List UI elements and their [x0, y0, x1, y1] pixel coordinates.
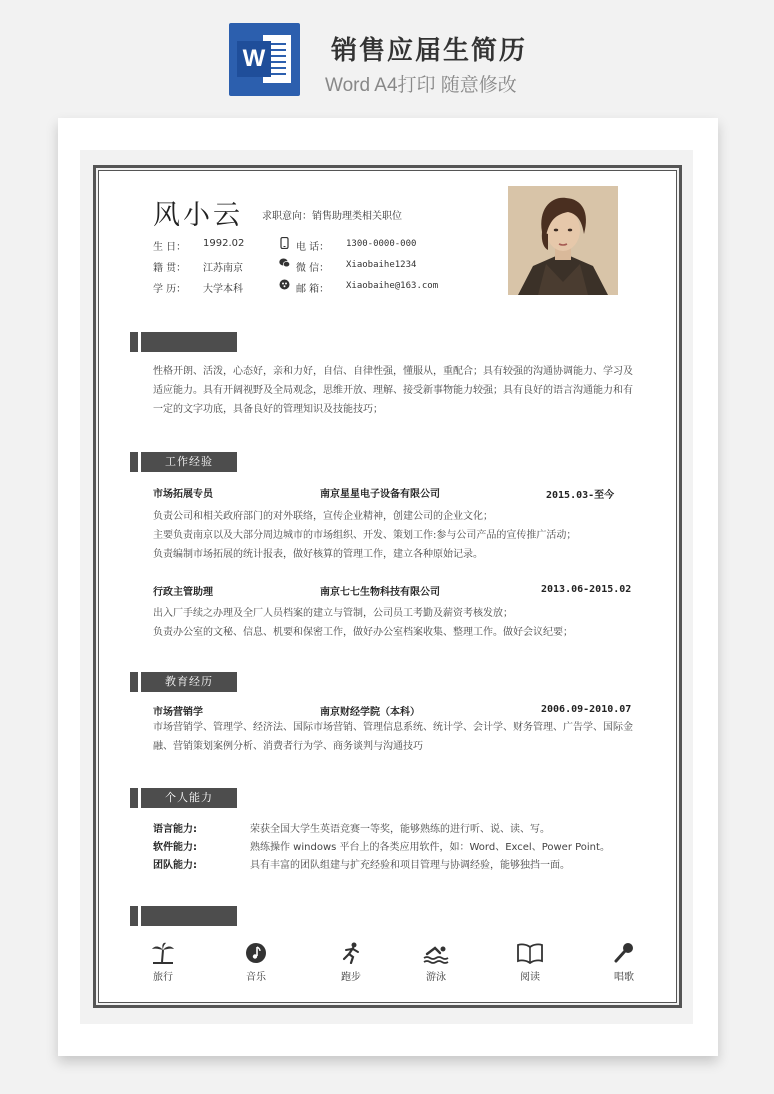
skill-2-label: 软件能力:	[153, 842, 197, 853]
job-intent: 求职意向：销售助理类相关职位	[262, 211, 402, 222]
birth-label: 生 日：	[153, 242, 187, 253]
hobby-travel-label: 旅行	[153, 972, 173, 983]
hobby-travel	[143, 942, 183, 983]
portrait-image	[508, 186, 618, 295]
job-2-duty-2: 负责办公室的文秘、信息、机要和保密工作，做好办公室档案收集、整理工作。做好会议纪要；	[153, 627, 573, 638]
word-logo-icon	[229, 23, 300, 96]
skill-3-label: 团队能力:	[153, 860, 197, 871]
skill-3-text: 具有丰富的团队组建与扩充经验和项目管理与协调经验，能够独挡一面。	[250, 860, 570, 871]
work-section-header: 工作经验	[141, 452, 237, 472]
wechat-icon	[279, 258, 290, 268]
microphone-icon	[613, 942, 635, 964]
wechat-value: Xiaobaihe1234	[346, 260, 417, 270]
summary-section-header	[141, 332, 237, 352]
skills-section-marker	[130, 788, 138, 808]
candidate-name: 风小云	[153, 200, 243, 231]
palm-tree-icon	[151, 942, 175, 964]
hobby-music-label: 音乐	[246, 972, 266, 983]
education-period: 2006.09-2010.07	[541, 704, 632, 715]
page-subtitle: Word A4打印 随意修改	[325, 75, 517, 96]
education-label: 学 历：	[153, 284, 187, 295]
job-2-period: 2013.06-2015.02	[541, 584, 632, 595]
skill-2-text: 熟练操作 windows 平台上的各类应用软件，如：Word、Excel、Power Point。	[250, 842, 610, 853]
phone-icon	[280, 237, 289, 249]
origin-value: 江苏南京	[203, 263, 243, 274]
logo-letter: W	[237, 41, 271, 77]
hobby-singing-label: 唱歌	[614, 972, 634, 983]
work-section-marker	[130, 452, 138, 472]
education-value: 大学本科	[203, 284, 243, 295]
music-disc-icon	[245, 942, 267, 964]
job-1-duty-1: 负责公司和相关政府部门的对外联络，宣传企业精神，创建公司的企业文化；	[153, 511, 493, 522]
summary-section-marker	[130, 332, 138, 352]
birth-value: 1992.02	[203, 238, 245, 249]
hobbies-section-header	[141, 906, 237, 926]
email-icon	[279, 279, 290, 290]
skill-1-label: 语言能力:	[153, 824, 197, 835]
job-2-company: 南京七七生物科技有限公司	[320, 587, 440, 598]
job-2-duty-1: 出入厂手续之办理及全厂人员档案的建立与管制，公司员工考勤及薪资考核发放；	[153, 608, 513, 619]
phone-value: 1300-0000-000	[346, 239, 417, 249]
job-1-title: 市场拓展专员	[153, 489, 213, 500]
hobbies-section-marker	[130, 906, 138, 926]
job-1-duty-2: 主要负责南京以及大部分周边城市的市场组织、开发、策划工作:参与公司产品的宣传推广活动；	[153, 530, 577, 541]
phone-label: 电 话：	[296, 242, 330, 253]
summary-text: 性格开朗、活泼，心态好，亲和力好，自信、自律性强，懂服从，重配合；具有较强的沟通协调能力、学习及适应能力。具有开阔视野及全局观念，思维开放、理解、接受新事物能力较强；具有良好的语言沟通能力和有一定的文字功底，具备良好的管理知识及技能技巧；	[153, 366, 633, 415]
job-1-period: 2015.03-至今	[546, 490, 615, 501]
job-2-title: 行政主管助理	[153, 587, 213, 598]
hobby-singing	[604, 942, 644, 983]
education-school: 南京财经学院（本科）	[320, 707, 420, 718]
job-1-company: 南京星星电子设备有限公司	[320, 489, 440, 500]
hobby-swimming	[416, 942, 456, 983]
skill-1-text: 荣获全国大学生英语竞赛一等奖，能够熟练的进行听、说、读、写。	[250, 824, 550, 835]
swimmer-icon	[423, 942, 449, 964]
job-1-duty-3: 负责编制市场拓展的统计报表，做好核算的管理工作，建立各种原始记录。	[153, 549, 483, 560]
education-major: 市场营销学	[153, 707, 203, 718]
wechat-label: 微 信：	[296, 263, 330, 274]
hobby-swimming-label: 游泳	[426, 972, 446, 983]
hobby-running	[331, 942, 371, 983]
profile-photo	[508, 186, 618, 295]
book-icon	[517, 942, 543, 964]
education-courses: 市场营销学、管理学、经济法、国际市场营销、管理信息系统、统计学、会计学、财务管理、广告学、国际金融、营销策划案例分析、消费者行为学、商务谈判与沟通技巧	[153, 722, 633, 752]
education-section-marker	[130, 672, 138, 692]
email-value: Xiaobaihe@163.com	[346, 281, 439, 291]
hobby-running-label: 跑步	[341, 972, 361, 983]
email-label: 邮 箱：	[296, 284, 330, 295]
origin-label: 籍 贯：	[153, 263, 187, 274]
hobby-music	[236, 942, 276, 983]
page-title: 销售应届生简历	[331, 36, 528, 66]
hobby-reading	[510, 942, 550, 983]
skills-section-header: 个人能力	[141, 788, 237, 808]
runner-icon	[340, 942, 362, 964]
hobby-reading-label: 阅读	[520, 972, 540, 983]
education-section-header: 教育经历	[141, 672, 237, 692]
